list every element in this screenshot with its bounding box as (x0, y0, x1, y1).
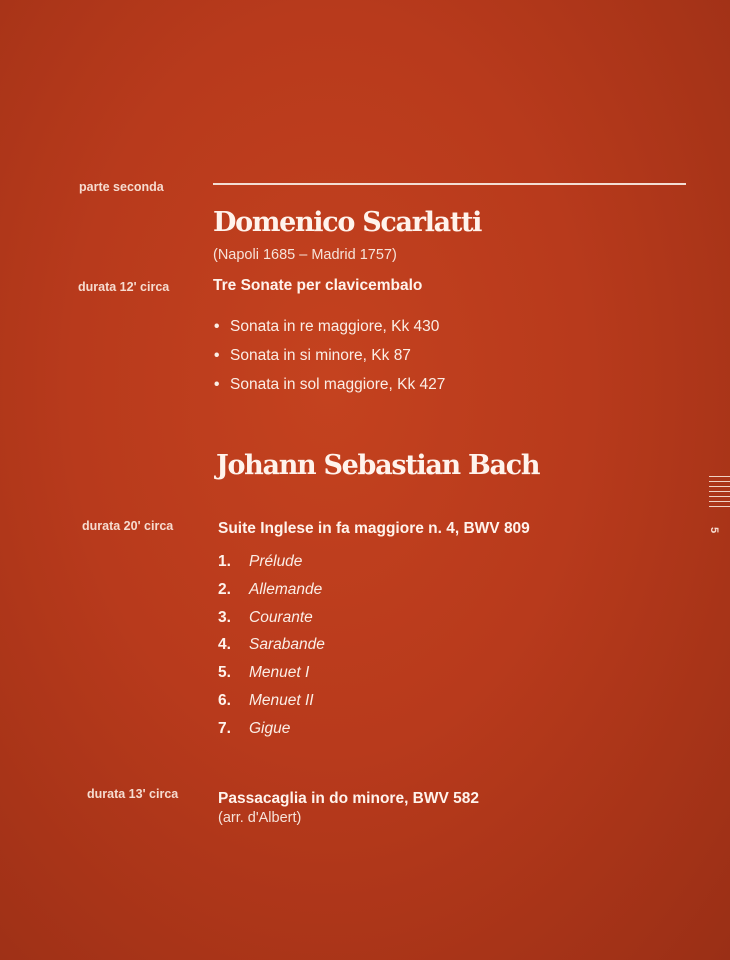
list-item (218, 631, 325, 659)
movement-number: 4. (218, 636, 231, 654)
movement-number: 6. (218, 691, 231, 709)
duration-scarlatti: durata 12' circa (78, 280, 170, 294)
list-item (214, 370, 445, 399)
composer-scarlatti: Domenico Scarlatti (213, 207, 482, 238)
list-item (214, 341, 445, 370)
movement-name: Menuet I (249, 664, 310, 682)
work-title-passacaglia: Passacaglia in do minore, BWV 582 (218, 790, 480, 807)
page-tab-marks (709, 476, 730, 511)
list-item (218, 576, 325, 604)
movement-number: 5. (218, 664, 231, 682)
movement-name: Allemande (249, 580, 323, 598)
sonata-title: Sonata in si minore, Kk 87 (230, 347, 411, 364)
list-item (218, 659, 325, 687)
movement-number: 1. (218, 553, 231, 570)
bullet-icon: • (214, 318, 220, 335)
list-item (218, 715, 325, 743)
work-title-sonate: Tre Sonate per clavicembalo (213, 277, 423, 294)
movement-number: 7. (218, 719, 231, 737)
duration-suite: durata 20' circa (82, 519, 174, 533)
arrangement-note: (arr. d'Albert) (218, 810, 302, 826)
movement-name: Gigue (249, 719, 291, 737)
movement-name: Prélude (249, 553, 303, 570)
bullet-icon: • (214, 347, 220, 364)
movement-number: 3. (218, 608, 231, 626)
section-label: parte seconda (79, 180, 164, 194)
sonata-title: Sonata in sol maggiore, Kk 427 (230, 376, 446, 393)
list-item (218, 548, 325, 576)
composer-dates: (Napoli 1685 – Madrid 1757) (213, 247, 397, 263)
duration-passacaglia: durata 13' circa (87, 787, 179, 801)
movement-name: Courante (249, 608, 313, 626)
movement-name: Menuet II (249, 691, 314, 709)
list-item (214, 312, 445, 341)
list-item (218, 604, 325, 632)
bullet-icon: • (214, 376, 220, 393)
sonata-title: Sonata in re maggiore, Kk 430 (230, 318, 440, 335)
movement-list (218, 548, 325, 743)
work-title-suite: Suite Inglese in fa maggiore n. 4, BWV 809 (218, 520, 530, 537)
list-item (218, 687, 325, 715)
section-rule (213, 183, 686, 185)
composer-bach: Johann Sebastian Bach (216, 450, 540, 481)
movement-name: Sarabande (249, 636, 325, 654)
page-number: 5 (708, 526, 721, 534)
sonata-list (214, 312, 445, 399)
movement-number: 2. (218, 580, 231, 598)
